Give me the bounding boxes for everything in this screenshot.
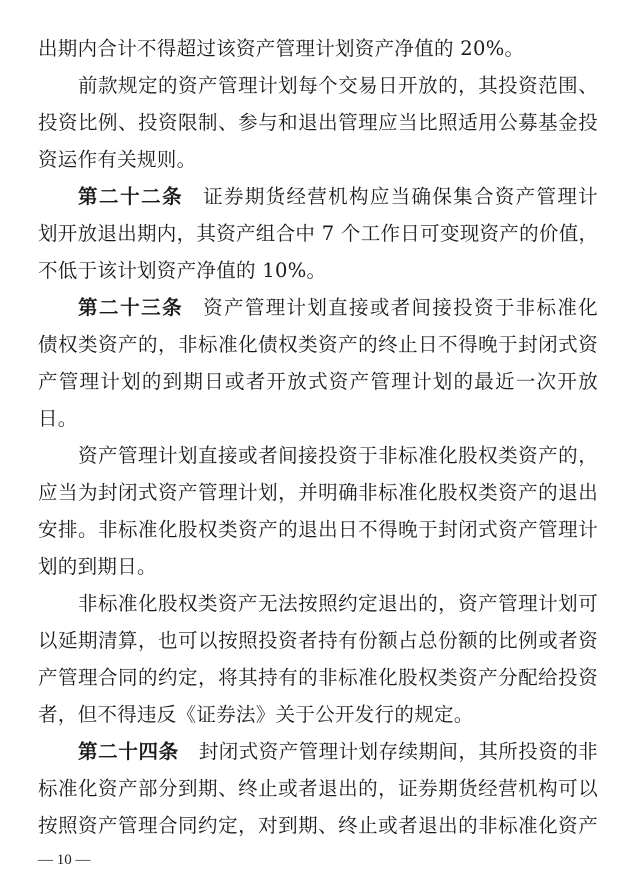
text-line: 划的到期日。 [38,555,157,578]
article-title: 第二十三条 [78,296,184,319]
text-line: 前款规定的资产管理计划每个交易日开放的，其投资范围、 [78,74,598,97]
text-line: 应当为封闭式资产管理计划，并明确非标准化股权类资产的退出 [38,481,598,504]
text-line: 出期内合计不得超过该资产管理计划资产净值的 20%。 [38,37,525,60]
article-title: 第二十四条 [78,740,179,763]
article-22-heading-line: 第二十二条 证券期货经营机构应当确保集合资产管理计 [78,185,598,208]
article-24-heading-line: 第二十四条 封闭式资产管理计划存续期间，其所投资的非 [78,740,598,763]
text-line: 按照资产管理合同约定，对到期、终止或者退出的非标准化资产 [38,814,598,837]
page-number: — 10 — [38,852,91,868]
text-line: 日。 [38,407,78,430]
text-line: 产管理计划的到期日或者开放式资产管理计划的最近一次开放 [38,370,598,393]
article-23-heading-line: 第二十三条 资产管理计划直接或者间接投资于非标准化 [78,296,598,319]
text-line: 安排。非标准化股权类资产的退出日不得晚于封闭式资产管理计 [38,518,598,541]
document-page [38,34,598,848]
text-line: 者，但不得违反《证券法》关于公开发行的规定。 [38,703,474,726]
text-line: 非标准化股权类资产无法按照约定退出的，资产管理计划可 [78,592,598,615]
text-line: 划开放退出期内，其资产组合中 7 个工作日可变现资产的价值， [38,222,598,245]
text-line: 债权类资产的，非标准化债权类资产的终止日不得晚于封闭式资 [38,333,598,356]
text-line: 资产管理计划直接或者间接投资于非标准化股权类资产的， [78,444,598,467]
text-line: 产管理合同的约定，将其持有的非标准化股权类资产分配给投资 [38,666,598,689]
text-line: 资运作有关规则。 [38,148,197,171]
text-line: 以延期清算，也可以按照投资者持有份额占总份额的比例或者资 [38,629,598,652]
text-line: 投资比例、投资限制、参与和退出管理应当比照适用公募基金投 [38,111,598,134]
text-line: 不低于该计划资产净值的 10%。 [38,259,327,282]
article-title: 第二十二条 [78,185,184,208]
text-line: 标准化资产部分到期、终止或者退出的，证券期货经营机构可以 [38,777,598,800]
